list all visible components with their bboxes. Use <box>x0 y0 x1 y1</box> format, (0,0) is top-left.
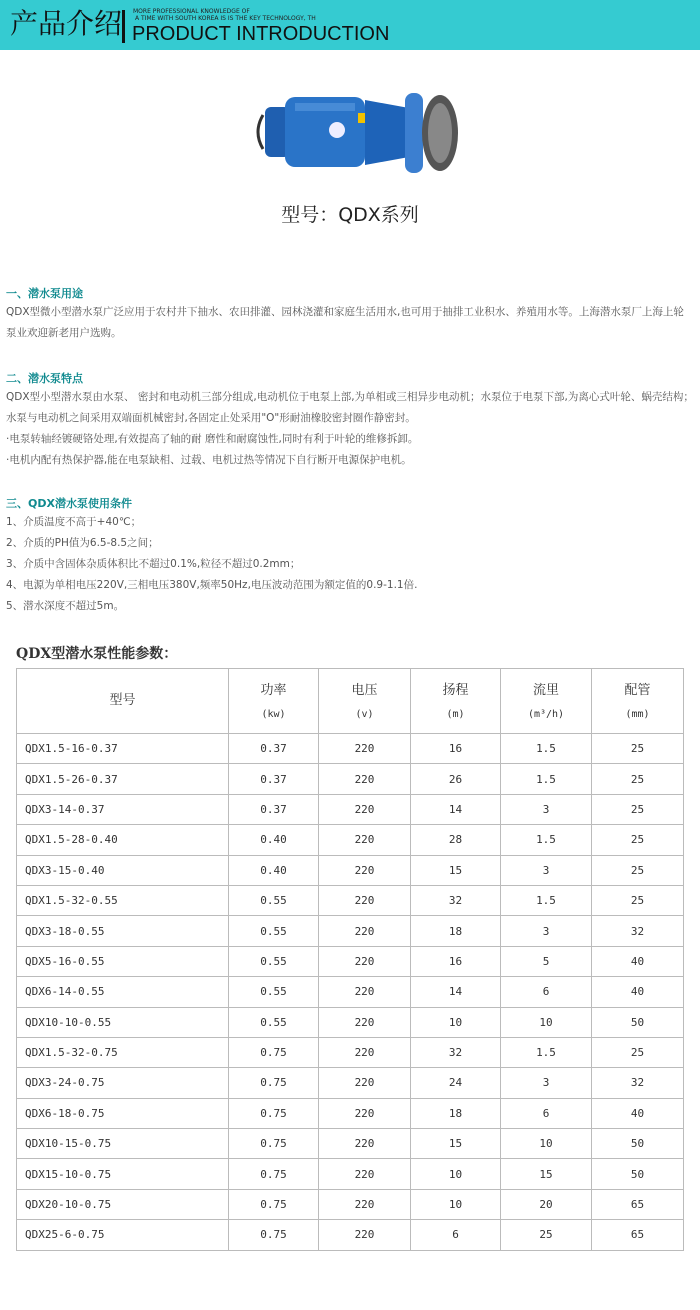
table-row <box>17 1007 684 1037</box>
table-cell: 3 <box>501 1068 592 1098</box>
table-cell: 1.5 <box>501 764 592 794</box>
table-cell: QDX6-18-0.75 <box>17 1098 229 1128</box>
table-cell: 220 <box>319 764 411 794</box>
table-cell: 25 <box>592 1037 684 1067</box>
table-row <box>17 946 684 976</box>
table-cell: 0.55 <box>229 946 319 976</box>
column-header-label: 电压 <box>351 683 378 698</box>
table-cell: 220 <box>319 916 411 946</box>
table-cell: 0.40 <box>229 855 319 885</box>
table-cell: 220 <box>319 885 411 915</box>
table-cell: 25 <box>592 794 684 824</box>
table-cell: 26 <box>411 764 501 794</box>
table-cell: 6 <box>501 977 592 1007</box>
table-cell: 32 <box>411 1037 501 1067</box>
table-cell: QDX1.5-16-0.37 <box>17 734 229 764</box>
table-cell: 0.75 <box>229 1129 319 1159</box>
table-cell: 220 <box>319 855 411 885</box>
table-row <box>17 1129 684 1159</box>
section-heading-usage: 一、潜水泵用途 <box>6 287 83 300</box>
table-cell: 50 <box>592 1129 684 1159</box>
table-cell: 40 <box>592 946 684 976</box>
table-cell: 0.40 <box>229 825 319 855</box>
table-cell: 0.75 <box>229 1189 319 1219</box>
column-header-unit: (m) <box>446 709 465 720</box>
table-cell: 1.5 <box>501 885 592 915</box>
condition-item: 2、介质的PH值为6.5-8.5之间； <box>6 537 159 549</box>
table-row <box>17 1220 684 1250</box>
table-cell: 25 <box>592 855 684 885</box>
table-cell: 0.55 <box>229 1007 319 1037</box>
table-row <box>17 1037 684 1067</box>
table-cell: 0.75 <box>229 1220 319 1250</box>
table-row <box>17 855 684 885</box>
column-header <box>592 669 684 734</box>
table-title: QDX型潜水泵性能参数： <box>16 646 178 662</box>
table-cell: 14 <box>411 977 501 1007</box>
column-header-unit: (m³/h) <box>527 709 565 720</box>
table-cell: 0.55 <box>229 916 319 946</box>
column-header <box>229 669 319 734</box>
table-cell: 1.5 <box>501 1037 592 1067</box>
table-row <box>17 1098 684 1128</box>
table-cell: QDX10-15-0.75 <box>17 1129 229 1159</box>
table-cell: 25 <box>592 885 684 915</box>
table-row <box>17 794 684 824</box>
table-cell: 24 <box>411 1068 501 1098</box>
table-cell: 220 <box>319 977 411 1007</box>
features-text: QDX型小型潜水泵由水泵、 密封和电动机三部分组成,电动机位于电泵上部,为单相或三相异步电动机；水泵位于电泵下部,为离心式叶轮、蜗壳结构；水泵与电动机之间采用双端面机械密封,各固定止处采用"O"形耐油橡胶密封圈作静密封。 <box>6 391 694 424</box>
table-cell: 6 <box>501 1098 592 1128</box>
table-cell: 65 <box>592 1189 684 1219</box>
table-cell: 3 <box>501 794 592 824</box>
banner-title-cn: 产品介绍 <box>10 7 123 40</box>
column-header-label: 型号 <box>109 693 136 708</box>
column-header-label: 配管 <box>624 683 651 698</box>
table-cell: QDX5-16-0.55 <box>17 946 229 976</box>
table-cell: 220 <box>319 1037 411 1067</box>
table-cell: 40 <box>592 977 684 1007</box>
table-cell: 50 <box>592 1159 684 1189</box>
table-cell: 25 <box>592 825 684 855</box>
table-cell: 40 <box>592 1098 684 1128</box>
table-cell: QDX25-6-0.75 <box>17 1220 229 1250</box>
banner-tagline-1: MORE PROFESSIONAL KNOWLEDGE OF <box>133 8 250 15</box>
performance-table <box>16 668 684 1251</box>
table-cell: 220 <box>319 1220 411 1250</box>
table-cell: 65 <box>592 1220 684 1250</box>
column-header <box>319 669 411 734</box>
table-cell: 3 <box>501 916 592 946</box>
table-cell: 18 <box>411 916 501 946</box>
table-cell: QDX10-10-0.55 <box>17 1007 229 1037</box>
condition-item: 1、介质温度不高于+40℃； <box>6 516 142 528</box>
column-header-label: 功率 <box>260 683 287 698</box>
table-cell: 5 <box>501 946 592 976</box>
table-cell: 32 <box>592 1068 684 1098</box>
table-cell: 10 <box>411 1189 501 1219</box>
table-cell: 0.75 <box>229 1068 319 1098</box>
column-header-label: 流里 <box>532 683 559 698</box>
table-cell: 1.5 <box>501 825 592 855</box>
table-cell: 14 <box>411 794 501 824</box>
table-cell: QDX1.5-32-0.75 <box>17 1037 229 1067</box>
table-cell: 220 <box>319 1189 411 1219</box>
column-header-unit: (mm) <box>625 709 650 720</box>
content-body <box>0 286 700 1291</box>
table-cell: 0.55 <box>229 885 319 915</box>
table-cell: 220 <box>319 1068 411 1098</box>
table-cell: 6 <box>411 1220 501 1250</box>
section-heading-conditions: 三、QDX潜水泵使用条件 <box>6 497 132 510</box>
table-row <box>17 916 684 946</box>
table-cell: 220 <box>319 794 411 824</box>
table-cell: QDX3-14-0.37 <box>17 794 229 824</box>
table-cell: 0.37 <box>229 794 319 824</box>
table-cell: QDX1.5-32-0.55 <box>17 885 229 915</box>
table-cell: QDX1.5-26-0.37 <box>17 764 229 794</box>
features-bullet-1: ·电泵转轴经镀硬铬处理,有效提高了轴的耐 磨性和耐腐蚀性,同时有利于叶轮的维修拆卸。 <box>6 433 419 445</box>
table-cell: 10 <box>411 1007 501 1037</box>
section-banner <box>0 0 700 50</box>
table-cell: 0.37 <box>229 764 319 794</box>
pump-product-image <box>245 85 465 180</box>
table-cell: QDX3-15-0.40 <box>17 855 229 885</box>
table-row <box>17 734 684 764</box>
table-cell: QDX6-14-0.55 <box>17 977 229 1007</box>
table-cell: 25 <box>501 1220 592 1250</box>
table-cell: 20 <box>501 1189 592 1219</box>
table-cell: 15 <box>501 1159 592 1189</box>
table-row <box>17 764 684 794</box>
banner-tagline-2: A TIME WITH SOUTH KOREA IS IS THE KEY TECHNOLOGY, TH <box>135 15 316 22</box>
table-row <box>17 1189 684 1219</box>
table-cell: 0.75 <box>229 1037 319 1067</box>
table-cell: 220 <box>319 1007 411 1037</box>
table-cell: 15 <box>411 855 501 885</box>
table-cell: 220 <box>319 946 411 976</box>
table-cell: 220 <box>319 1098 411 1128</box>
table-cell: QDX20-10-0.75 <box>17 1189 229 1219</box>
table-cell: 0.75 <box>229 1098 319 1128</box>
table-cell: 3 <box>501 855 592 885</box>
table-header-row <box>17 669 684 734</box>
table-cell: QDX3-24-0.75 <box>17 1068 229 1098</box>
table-cell: 10 <box>501 1129 592 1159</box>
table-row <box>17 825 684 855</box>
table-cell: 28 <box>411 825 501 855</box>
table-cell: 0.55 <box>229 977 319 1007</box>
table-cell: 220 <box>319 1159 411 1189</box>
table-cell: 220 <box>319 825 411 855</box>
column-header <box>17 669 229 734</box>
column-header <box>501 669 592 734</box>
table-cell: 15 <box>411 1129 501 1159</box>
features-bullet-2: ·电机内配有热保护器,能在电泵缺相、过载、电机过热等情况下自行断开电源保护电机。 <box>6 454 412 466</box>
table-cell: 18 <box>411 1098 501 1128</box>
table-cell: 0.75 <box>229 1159 319 1189</box>
condition-item: 4、电源为单相电压220V,三相电压380V,频率50Hz,电压波动范围为额定值的0.9-1.1倍. <box>6 579 418 591</box>
table-cell: 1.5 <box>501 734 592 764</box>
table-cell: 16 <box>411 734 501 764</box>
column-header-label: 扬程 <box>442 683 469 698</box>
table-row <box>17 1159 684 1189</box>
table-cell: QDX15-10-0.75 <box>17 1159 229 1189</box>
table-cell: 10 <box>501 1007 592 1037</box>
table-cell: QDX3-18-0.55 <box>17 916 229 946</box>
table-cell: 220 <box>319 1129 411 1159</box>
column-header <box>411 669 501 734</box>
table-cell: 220 <box>319 734 411 764</box>
table-cell: QDX1.5-28-0.40 <box>17 825 229 855</box>
table-cell: 0.37 <box>229 734 319 764</box>
table-cell: 32 <box>592 916 684 946</box>
banner-divider <box>122 10 125 43</box>
model-label: 型号：QDX系列 <box>281 204 419 226</box>
column-header-unit: (kw) <box>261 709 286 720</box>
condition-item: 5、潜水深度不超过5m。 <box>6 600 125 612</box>
table-cell: 25 <box>592 734 684 764</box>
condition-item: 3、介质中含固体杂质体积比不超过0.1%,粒径不超过0.2mm； <box>6 558 301 570</box>
table-cell: 32 <box>411 885 501 915</box>
table-cell: 16 <box>411 946 501 976</box>
section-heading-features: 二、潜水泵特点 <box>6 372 83 385</box>
table-row <box>17 977 684 1007</box>
table-row <box>17 1068 684 1098</box>
banner-title-en: PRODUCT INTRODUCTION <box>132 23 390 45</box>
column-header-unit: (v) <box>355 709 374 720</box>
usage-text: QDX型微小型潜水泵广泛应用于农村井下抽水、农田排灌、园林浇灌和家庭生活用水,也可用于抽排工业积水、养殖用水等。上海潜水泵厂上海上轮泵业欢迎新老用户选购。 <box>6 306 684 339</box>
table-row <box>17 885 684 915</box>
table-cell: 50 <box>592 1007 684 1037</box>
table-cell: 25 <box>592 764 684 794</box>
table-cell: 10 <box>411 1159 501 1189</box>
